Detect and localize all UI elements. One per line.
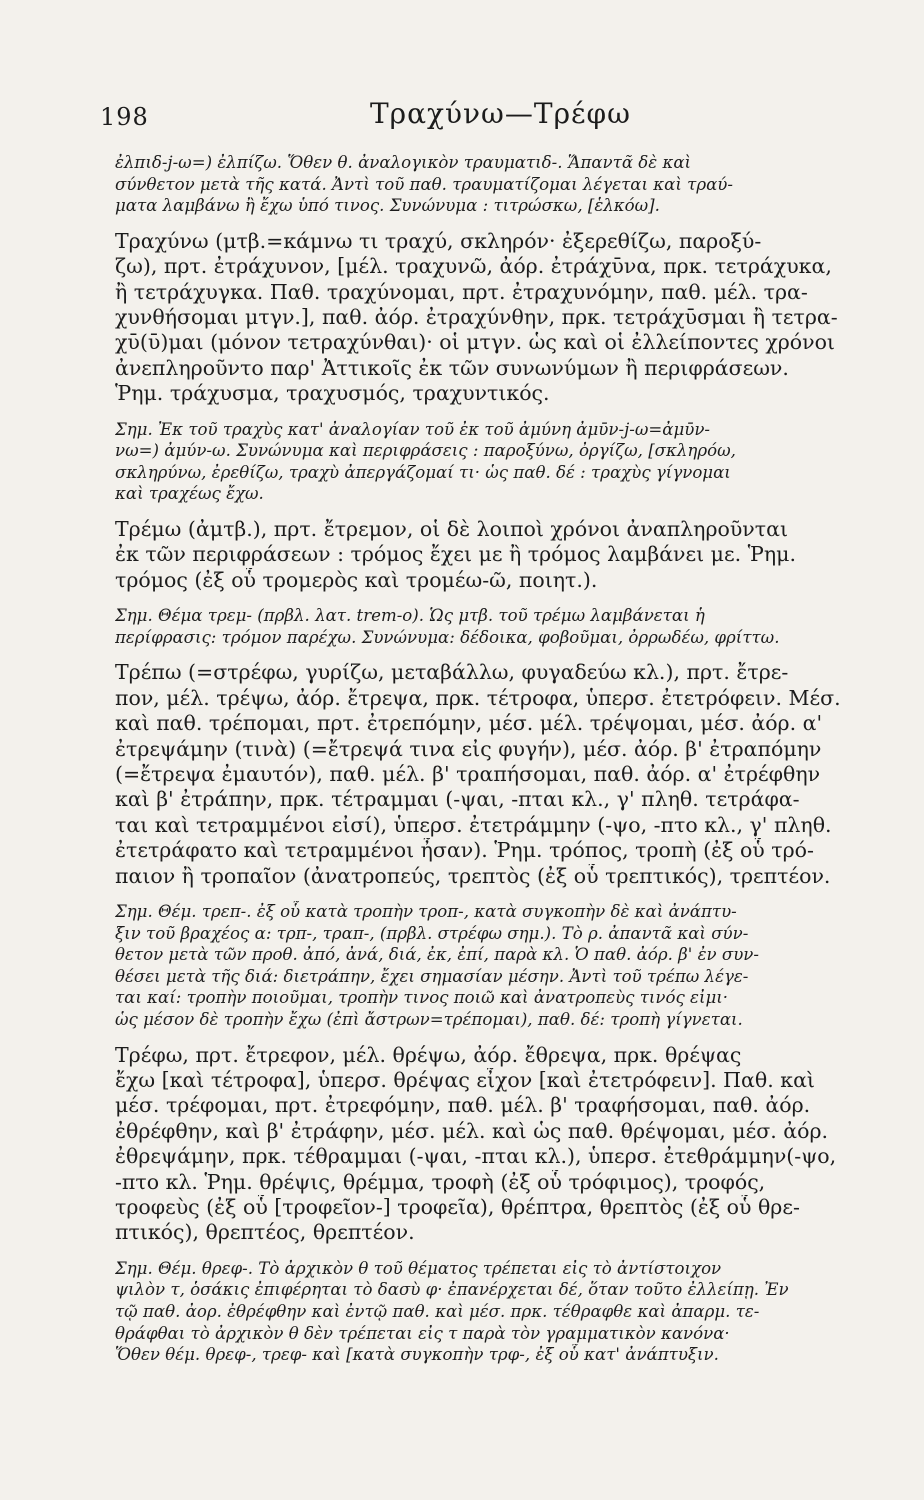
block-gap — [115, 593, 860, 605]
text-line: νω=) ἀμύν-ω. Συνώνυμα καὶ περιφράσεις : παροξύνω, ὀργίζω, [σκληρόω, — [115, 441, 736, 461]
text-line: ψιλὸν τ, ὁσάκις ἐπιφέρηται τὸ δασὺ φ· ἐπανέρχεται δέ, ὅταν τοῦτο ἐλλείπῃ. Ἐν — [115, 1280, 789, 1300]
text-line: καὶ τραχέως ἔχω. — [115, 484, 264, 504]
text-line: ἐθρεψάμην, πρκ. τέθραμμαι (-ψαι, -πται κλ.), ὑπερσ. ἐτεθράμμην(-ψο, — [115, 1144, 837, 1169]
text-line: θετον μετὰ τῶν προθ. ἀπό, ἀνά, διά, ἐκ, ἐπί, παρὰ κλ. Ὁ παθ. ἀόρ. β' ἐν συν- — [115, 945, 759, 965]
text-line: καὶ β' ἐτράπην, πρκ. τέτραμμαι (-ψαι, -πται κλ., γ' πληθ. τετράφα- — [115, 787, 800, 812]
text-line: πτικός), θρεπτέος, θρεπτέον. — [115, 1220, 415, 1245]
text-line: ἐτετράφατο καὶ τετραμμένοι ἦσαν). Ῥημ. τρόπος, τροπὴ (ἐξ οὗ τρό- — [115, 838, 814, 863]
text-line: Σημ. Θέμ. τρεπ-. ἐξ οὗ κατὰ τροπὴν τροπ-, κατὰ συγκοπὴν δὲ καὶ ἀνάπτυ- — [115, 902, 737, 922]
block-gap — [115, 217, 860, 229]
running-head — [100, 95, 824, 135]
text-line: ἐτρεψάμην (τινὰ) (=ἔτρεψά τινα εἰς φυγήν), μέσ. ἀόρ. β' ἐτραπόμην — [115, 736, 822, 761]
entry-block-trepo — [115, 660, 860, 889]
text-line: περίφρασις: τρόμον παρέχω. Συνώνυμα: δέδοικα, φοβοῦμαι, ὀρρωδέω, φρίττω. — [115, 627, 780, 647]
entry-block-trachyno — [115, 229, 860, 407]
text-line: τρόμος (ἐξ οὗ τρομερὸς καὶ τρομέω-ῶ, ποιητ.). — [115, 567, 598, 592]
block-gap — [115, 505, 860, 517]
text-line: τροφεὺς (ἐξ οὗ [τροφεῖον-] τροφεῖα), θρέπτρα, θρεπτὸς (ἐξ οὗ θρε- — [115, 1195, 800, 1220]
entry-block-tremo — [115, 517, 860, 593]
text-line: Ὅθεν θέμ. θρεφ-, τρεφ- καὶ [κατὰ συγκοπὴν τρφ-, ἐξ οὗ κατ' ἀνάπτυξιν. — [115, 1345, 719, 1365]
text-line: ἐλπιδ-j-ω=) ἐλπίζω. Ὅθεν θ. ἀναλογικὸν τραυματιδ-. Ἅπαντᾶ δὲ καὶ — [115, 153, 692, 172]
text-line: ται καί: τροπὴν ποιοῦμαι, τροπὴν τινος ποιῶ καὶ ἀνατροπεὺς τινός εἰμι· — [115, 988, 729, 1008]
text-line: ἔχω [καὶ τέτροφα], ὑπερσ. θρέψας εἶχον [καὶ ἐτετρόφειν]. Παθ. καὶ — [115, 1068, 815, 1093]
text-line: Τρέμω (ἀμτβ.), πρτ. ἔτρεμον, οἱ δὲ λοιποὶ χρόνοι ἀναπληροῦνται — [115, 517, 788, 541]
note-block-trepo-note — [115, 901, 860, 1031]
text-line: χῡ(ῡ)μαι (μόνον τετραχύνθαι)· οἱ μτγν. ὡς καὶ οἱ ἐλλείποντες χρόνοι — [115, 330, 835, 355]
text-line: ὡς μέσον δὲ τροπὴν ἔχω (ἐπὶ ἄστρων=τρέπομαι), παθ. δέ: τροπὴ γίγνεται. — [115, 1010, 743, 1030]
text-line: ἐκ τῶν περιφράσεων : τρόμος ἔχει με ἢ τρόμος λαμβάνει με. Ῥημ. — [115, 542, 796, 567]
text-line: Σημ. Θέμα τρεμ- (πρβλ. λατ. trem-o). Ὡς μτβ. τοῦ τρέμω λαμβάνεται ἡ — [115, 606, 705, 626]
block-gap — [115, 1031, 860, 1043]
text-line: σκληρύνω, ἐρεθίζω, τραχὺ ἀπεργάζομαί τι· ὡς παθ. δέ : τραχὺς γίγνομαι — [115, 462, 731, 482]
page-number: 198 — [100, 103, 149, 131]
entry-text — [115, 152, 860, 1366]
text-line: ἢ τετράχυγκα. Παθ. τραχύνομαι, πρτ. ἐτραχυνόμην, παθ. μέλ. τρα- — [115, 279, 808, 304]
block-gap — [115, 1246, 860, 1258]
text-line: ται καὶ τετραμμένοι εἰσί), ὑπερσ. ἐτετράμμην (-ψο, -πτο κλ., γ' πληθ. — [115, 812, 832, 837]
text-line: Ῥημ. τράχυσμα, τραχυσμός, τραχυντικός. — [115, 381, 550, 406]
entry-block-trepho — [115, 1043, 860, 1246]
block-gap — [115, 889, 860, 901]
note-block-tremo-note — [115, 605, 860, 648]
text-line: τῷ παθ. ἀορ. ἐθρέφθην καὶ ἐντῷ παθ. καὶ μέσ. πρκ. τέθραφθε καὶ ἀπαρμ. τε- — [115, 1302, 760, 1322]
text-line: θράφθαι τὸ ἀρχικὸν θ δὲν τρέπεται εἰς τ παρὰ τὸν γραμματικὸν κανόνα· — [115, 1323, 730, 1343]
text-line: Σημ. Θέμ. θρεφ-. Τὸ ἀρχικὸν θ τοῦ θέματος τρέπεται εἰς τὸ ἀντίστοιχον — [115, 1258, 722, 1278]
text-line: (=ἔτρεψα ἐμαυτόν), παθ. μέλ. β' τραπήσομαι, παθ. ἀόρ. α' ἐτρέφθην — [115, 762, 821, 787]
text-line: Τραχύνω (μτβ.=κάμνω τι τραχύ, σκληρόν· ἐξερεθίζω, παροξύ- — [115, 228, 762, 253]
note-block-trepho-note — [115, 1258, 860, 1366]
text-line: Τρέπω (=στρέφω, γυρίζω, μεταβάλλω, φυγαδεύω κλ.), πρτ. ἔτρε- — [115, 660, 789, 685]
page-title: Τραχύνω—Τρέφω — [370, 97, 631, 130]
text-line: ἐθρέφθην, καὶ β' ἐτράφην, μέσ. μέλ. καὶ ὡς παθ. θρέψομαι, μέσ. ἀόρ. — [115, 1118, 829, 1143]
text-line: πον, μέλ. τρέψω, ἀόρ. ἔτρεψα, πρκ. τέτροφα, ὑπερσ. ἐτετρόφειν. Μέσ. — [115, 685, 841, 710]
text-line: σύνθετον μετὰ τῆς κατά. Ἀντὶ τοῦ παθ. τραυματίζομαι λέγεται καὶ τραύ- — [115, 174, 733, 194]
text-line: χυνθήσομαι μτγν.], παθ. ἀόρ. ἐτραχύνθην, πρκ. τετράχῡσμαι ἢ τετρα- — [115, 305, 838, 329]
note-block-trachyno-note — [115, 419, 860, 505]
text-line: ματα λαμβάνω ἢ ἔχω ὑπό τινος. Συνώνυμα : τιτρώσκω, [ἑλκόω]. — [115, 196, 660, 216]
text-line: ξιν τοῦ βραχέος α: τρπ-, τραπ-, (πρβλ. στρέφω σημ.). Τὸ ρ. ἀπαντᾶ καὶ σύν- — [115, 923, 749, 943]
block-gap — [115, 407, 860, 419]
text-line: ἀνεπληροῦντο παρ' Ἀττικοῖς ἐκ τῶν συνωνύμων ἢ περιφράσεων. — [115, 355, 789, 380]
text-line: καὶ παθ. τρέπομαι, πρτ. ἐτρεπόμην, μέσ. μέλ. τρέψομαι, μέσ. ἀόρ. α' — [115, 711, 823, 736]
text-line: ζω), πρτ. ἐτράχυνον, [μέλ. τραχυνῶ, ἀόρ. ἐτράχῡνα, πρκ. τετράχυκα, — [115, 254, 832, 279]
text-line: παιον ἢ τροπαῖον (ἀνατροπεύς, τρεπτὸς (ἐξ οὗ τρεπτικός), τρεπτέον. — [115, 863, 831, 888]
text-line: Τρέφω, πρτ. ἔτρεφον, μέλ. θρέψω, ἀόρ. ἔθρεψα, πρκ. θρέψας — [115, 1042, 742, 1067]
text-line: θέσει μετὰ τῆς διά: διετράπην, ἔχει σημασίαν μέσην. Ἀντὶ τοῦ τρέπω λέγε- — [115, 966, 749, 986]
text-line: Σημ. Ἐκ τοῦ τραχὺς κατ' ἀναλογίαν τοῦ ἐκ τοῦ ἀμύνη ἀμῡν-j-ω=ἀμῡν- — [115, 419, 711, 439]
note-block-elpizo-note — [115, 152, 860, 217]
text-line: -πτο κλ. Ῥημ. θρέψις, θρέμμα, τροφὴ (ἐξ οὗ τρόφιμος), τροφός, — [115, 1169, 766, 1194]
block-gap — [115, 648, 860, 660]
text-line: μέσ. τρέφομαι, πρτ. ἐτρεφόμην, παθ. μέλ. β' τραφήσομαι, παθ. ἀόρ. — [115, 1093, 811, 1118]
